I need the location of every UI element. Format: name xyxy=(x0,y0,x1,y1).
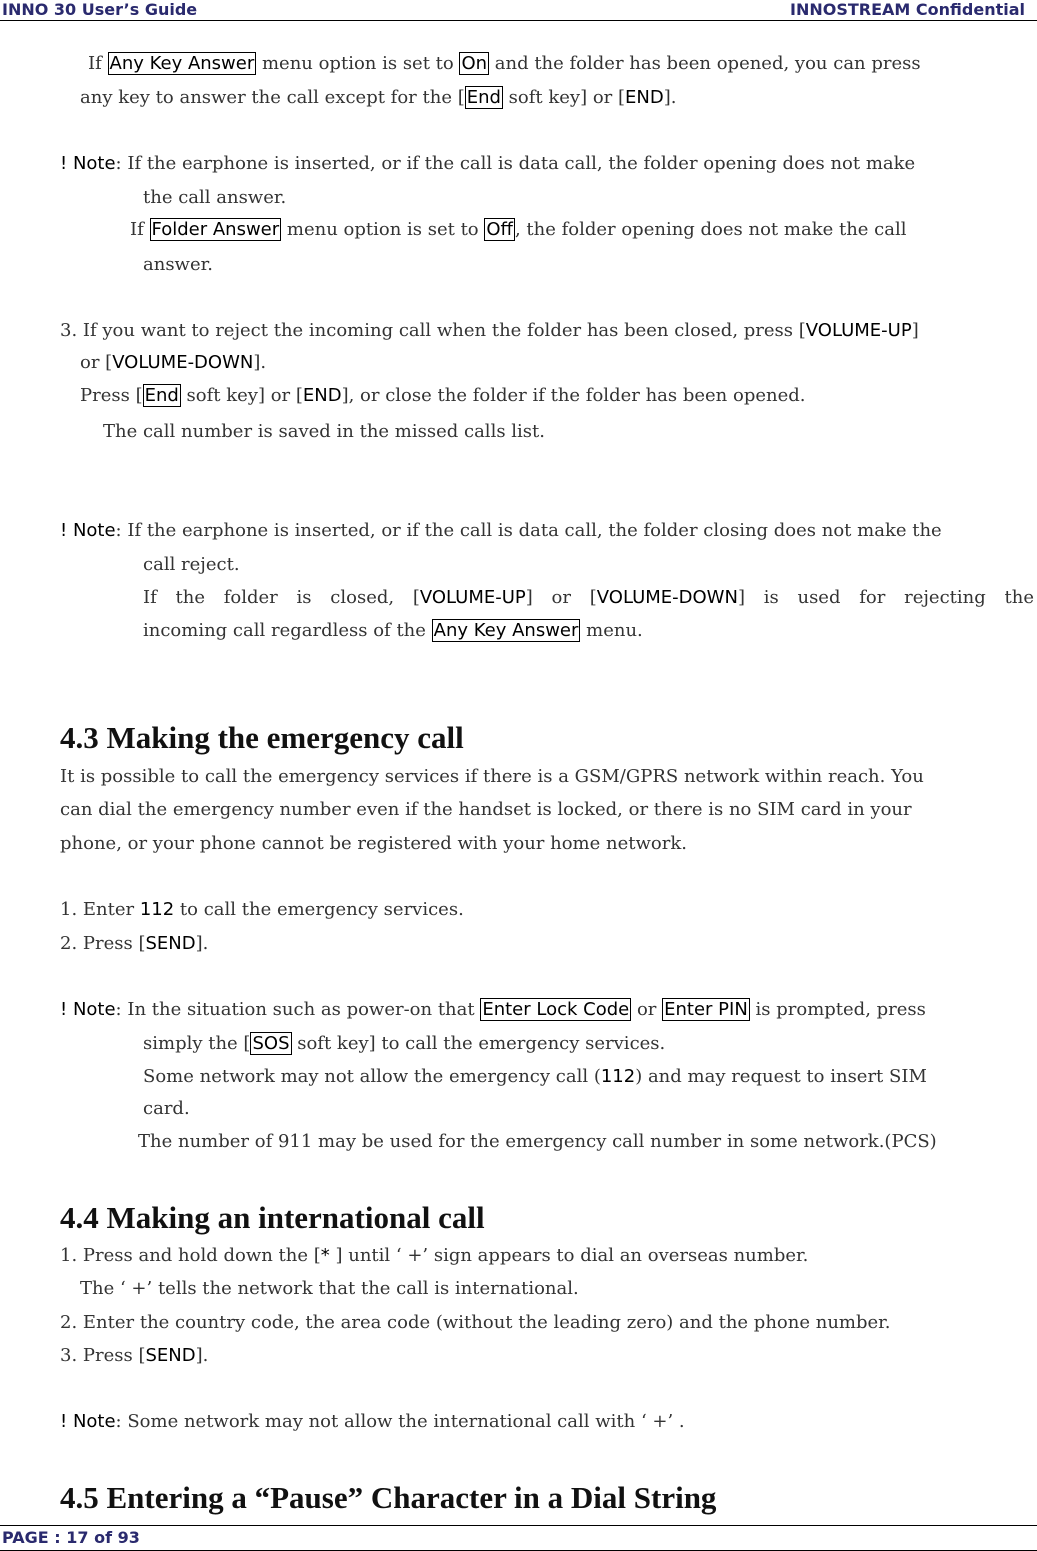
heading-4-5: 4.5 Entering a “Pause” Character in a Dial String xyxy=(60,1480,717,1515)
value-off: Off xyxy=(486,219,513,240)
menu-any-key-answer: Any Key Answer xyxy=(433,620,579,641)
s44-step3: 3. Press [SEND]. xyxy=(60,1345,209,1366)
note2-line4: incoming call regardless of the Any Key Answer menu. xyxy=(143,620,643,641)
step3-line4: The call number is saved in the missed calls list. xyxy=(103,421,545,442)
note-label: ! Note xyxy=(60,1411,116,1432)
key-end-soft: End xyxy=(144,385,179,406)
s44-step1: 1. Press and hold down the [* ] until ‘ +’ sign appears to dial an overseas number. xyxy=(60,1245,809,1266)
value-on: On xyxy=(461,53,488,74)
note2-line3: If the folder is closed, [VOLUME-UP] or [VOLUME-DOWN] is used for rejecting the xyxy=(143,587,1034,608)
step3-line2: or [VOLUME-DOWN]. xyxy=(80,352,267,373)
s43-step1: 1. Enter 112 to call the emergency services. xyxy=(60,899,464,920)
note-label: ! Note xyxy=(60,153,116,174)
prompt-enter-pin: Enter PIN xyxy=(664,999,748,1020)
page-header xyxy=(0,0,1037,21)
note1-line1: ! Note: If the earphone is inserted, or if the call is data call, the folder opening does not make xyxy=(60,153,916,174)
key-end-soft: End xyxy=(466,87,501,108)
s43-step2: 2. Press [SEND]. xyxy=(60,933,209,954)
note1-line2: the call answer. xyxy=(143,187,287,208)
heading-4-3: 4.3 Making the emergency call xyxy=(60,720,464,755)
s44-step2: 2. Enter the country code, the area code (without the leading zero) and the phone number. xyxy=(60,1312,891,1333)
page-number: PAGE : 17 of 93 xyxy=(2,1528,140,1547)
menu-folder-answer: Folder Answer xyxy=(151,219,280,240)
key-sos-soft: SOS xyxy=(252,1033,290,1054)
s44-step1-detail: The ‘ +’ tells the network that the call is international. xyxy=(80,1278,579,1299)
s43-note-line4: card. xyxy=(143,1098,190,1119)
note1-line4: answer. xyxy=(143,254,213,275)
s43-note-line5: The number of 911 may be used for the emergency call number in some network.(PCS) xyxy=(138,1131,937,1152)
s43-note-line2: simply the [ SOS soft key] to call the emergency services. xyxy=(143,1033,666,1054)
para-any-key-line2: any key to answer the call except for the [ End soft key] or [END]. xyxy=(80,87,677,108)
s44-note: ! Note: Some network may not allow the international call with ‘ +’ . xyxy=(60,1411,685,1432)
s43-para-line2: can dial the emergency number even if the handset is locked, or there is no SIM card in your xyxy=(60,799,912,820)
s43-para-line1: It is possible to call the emergency services if there is a GSM/GPRS network within reach. You xyxy=(60,766,924,787)
step3-line1: 3. If you want to reject the incoming call when the folder has been closed, press [VOLUME-UP] xyxy=(60,320,919,341)
header-title: INNO 30 User’s Guide xyxy=(2,0,198,19)
para-any-key-line1: If Any Key Answer menu option is set to On and the folder has been opened, you can press xyxy=(88,53,921,74)
header-confidential: INNOSTREAM Confidential xyxy=(790,0,1025,19)
prompt-enter-lock-code: Enter Lock Code xyxy=(482,999,630,1020)
s43-note-line1: ! Note: In the situation such as power-on that Enter Lock Code or Enter PIN is prompted, press xyxy=(60,999,926,1020)
page-footer xyxy=(0,1525,1037,1551)
step3-line3: Press [ End soft key] or [END], or close the folder if the folder has been opened. xyxy=(80,385,806,406)
note2-line1: ! Note: If the earphone is inserted, or if the call is data call, the folder closing does not make the xyxy=(60,520,942,541)
note2-line2: call reject. xyxy=(143,554,240,575)
s43-para-line3: phone, or your phone cannot be registered with your home network. xyxy=(60,833,687,854)
s43-note-line3: Some network may not allow the emergency call (112) and may request to insert SIM xyxy=(143,1066,927,1087)
note-label: ! Note xyxy=(60,520,116,541)
heading-4-4: 4.4 Making an international call xyxy=(60,1200,485,1235)
note-label: ! Note xyxy=(60,999,116,1020)
menu-any-key-answer: Any Key Answer xyxy=(109,53,255,74)
note1-line3: If Folder Answer menu option is set to Off , the folder opening does not make the call xyxy=(130,219,907,240)
